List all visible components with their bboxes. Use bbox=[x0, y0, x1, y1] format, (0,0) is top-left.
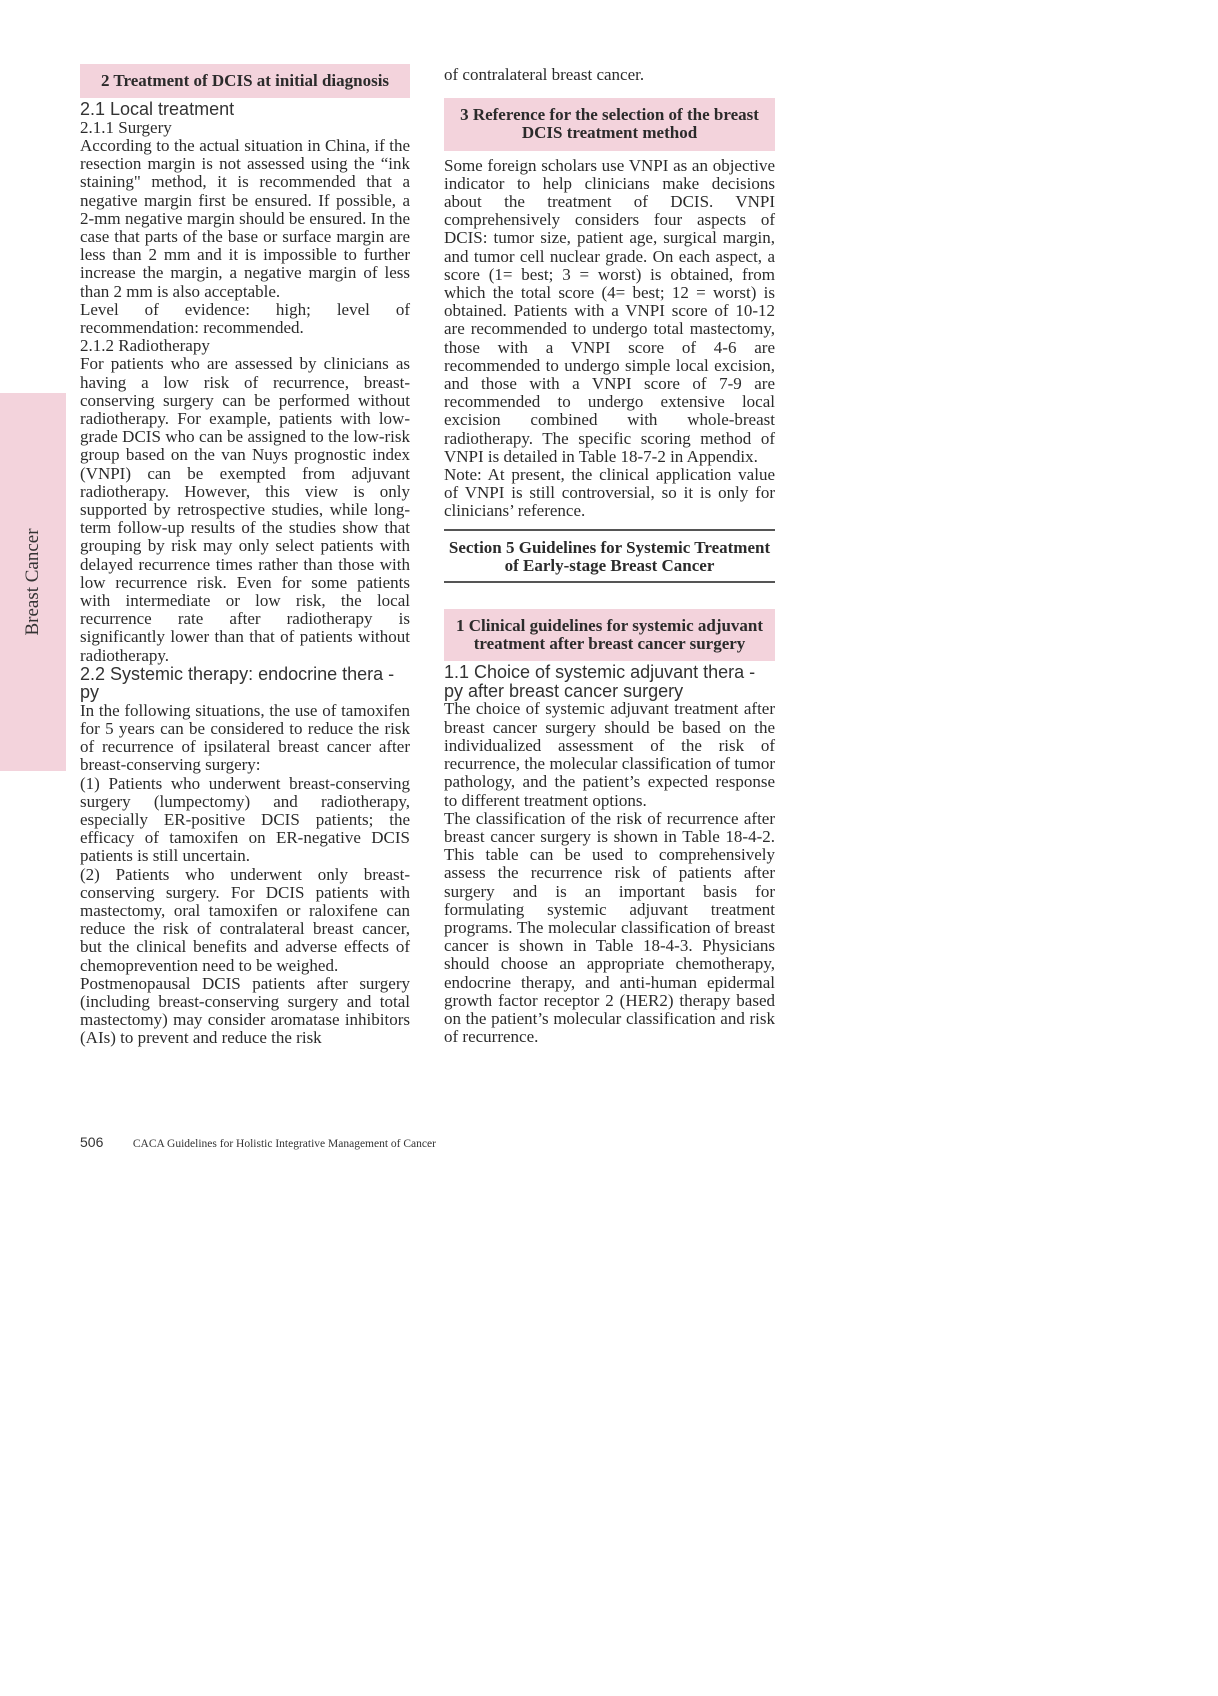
paragraph-vnpi: Some foreign scholars use VNPI as an objective indicator to help clinicians make decisions about the treatment of DCIS. VNPI comprehensively considers four aspects of DCIS: tumor size, patient age, surgical margin, and tumor cell nuclear grade. On each aspect, a score (1= best; 3 = worst) is obtained, from which the total score (4= best; 12 = worst) is obtained. Patients with a VNPI score of 10-12 are recommended to undergo total mastectomy, those with a VNPI score of 4-6 are recommended to undergo simple local excision, and those with a VNPI score of 7-9 are recommended to undergo extensive local excision combined with whole-breast radiotherapy. The specific scoring method of VNPI is detailed in Table 18-7-2 in Appendix. bbox=[444, 155, 775, 466]
heading-2-1-1: 2.1.1 Surgery bbox=[80, 117, 172, 137]
book-title: CACA Guidelines for Holistic Integrative Management of Cancer bbox=[132, 1138, 436, 1150]
page-number: 506 bbox=[80, 1134, 104, 1150]
paragraph-endocrine: In the following situations, the use of tamoxifen for 5 years can be considered to reduce the risk of recurrence of ipsilateral breast cancer after breast-conserving surgery: bbox=[80, 700, 410, 775]
paragraph-radiotherapy: For patients who are assessed by clinicians as having a low risk of recurrence, breast-conserving surgery can be performed without radiotherapy. For example, patients with low-grade DCIS who can be assigned to the low-risk group based on the van Nuys prognostic index (VNPI) can be exempted from adjuvant radiotherapy. However, this view is only supported by retrospective studies, while long-term follow-up results of the studies show that grouping by risk may only select patients with delayed recurrence times rather than those with low recurrence risk. Even for some patients with intermediate or low risk, the local recurrence rate after radiotherapy is significantly lower than that of patients without radiotherapy. bbox=[80, 354, 410, 665]
left-column bbox=[80, 64, 410, 1048]
paragraph-surgery: According to the actual situation in China, if the resection margin is not assessed using the “ink staining" method, it is recommended that a negative margin first be ensured. If possible, a 2-mm negative margin should be ensured. In the case that parts of the base or surface margin are less than 2 mm and it is impossible to further increase the margin, a negative margin of less than 2 mm is also acceptable. bbox=[80, 135, 410, 301]
paragraph-choice: The choice of systemic adjuvant treatment after breast cancer surgery should be based on the individualized assessment of the risk of recurrence, the molecular classification of tumor pathology, and the patient’s expected response to different treatment options. bbox=[444, 699, 775, 810]
paragraph-postmenopausal: Postmenopausal DCIS patients after surgery (including breast-conserving surgery and total mastectomy) may consider aromatase inhibitors (AIs) to prevent and reduce the risk bbox=[80, 973, 410, 1048]
paragraph-continued: of contralateral breast cancer. bbox=[444, 65, 645, 84]
heading-2: 2 Treatment of DCIS at initial diagnosis bbox=[80, 64, 410, 98]
right-column bbox=[444, 66, 775, 1046]
heading-1-1: 1.1 Choice of systemic adjuvant thera - py after breast cancer surgery bbox=[444, 662, 756, 701]
heading-1: 1 Clinical guidelines for systemic adjuvant treatment after breast cancer surgery bbox=[444, 609, 775, 661]
heading-3: 3 Reference for the selection of the breast DCIS treatment method bbox=[444, 98, 775, 150]
side-tab bbox=[0, 393, 66, 771]
paragraph-item-1: (1) Patients who underwent breast-conserving surgery (lumpectomy) and radiotherapy, especially ER-positive DCIS patients; the efficacy of tamoxifen on ER-negative DCIS patients is still uncertain. bbox=[80, 773, 410, 866]
section-5-title: Section 5 Guidelines for Systemic Treatment of Early-stage Breast Cancer bbox=[444, 529, 775, 583]
heading-2-1-2: 2.1.2 Radiotherapy bbox=[80, 336, 210, 356]
heading-2-1: 2.1 Local treatment bbox=[80, 99, 235, 120]
paragraph-item-2: (2) Patients who underwent only breast-conserving surgery. For DCIS patients with mastectomy, oral tamoxifen or raloxifene can reduce the risk of contralateral breast cancer, but the clinical benefits and adverse effects of chemoprevention need to be weighed. bbox=[80, 864, 410, 975]
page-footer bbox=[80, 1134, 436, 1152]
heading-2-2: 2.2 Systemic therapy: endocrine thera - py bbox=[80, 663, 395, 703]
paragraph-note: Note: At present, the clinical application value of VNPI is still controversial, so it is only for clinicians’ reference. bbox=[444, 465, 775, 521]
paragraph-evidence: Level of evidence: high; level of recommendation: recommended. bbox=[80, 299, 410, 337]
side-tab-label: Breast Cancer bbox=[22, 528, 43, 636]
paragraph-classification: The classification of the risk of recurrence after breast cancer surgery is shown in Table 18-4-2. This table can be used to comprehensively assess the recurrence risk of patients after surgery and is an important basis for formulating systemic adjuvant treatment programs. The molecular classification of breast cancer is shown in Table 18-4-3. Physicians should choose an appropriate chemotherapy, endocrine therapy, and anti-human epidermal growth factor receptor 2 (HER2) therapy based on the patient’s molecular classification and risk of recurrence. bbox=[444, 808, 775, 1047]
